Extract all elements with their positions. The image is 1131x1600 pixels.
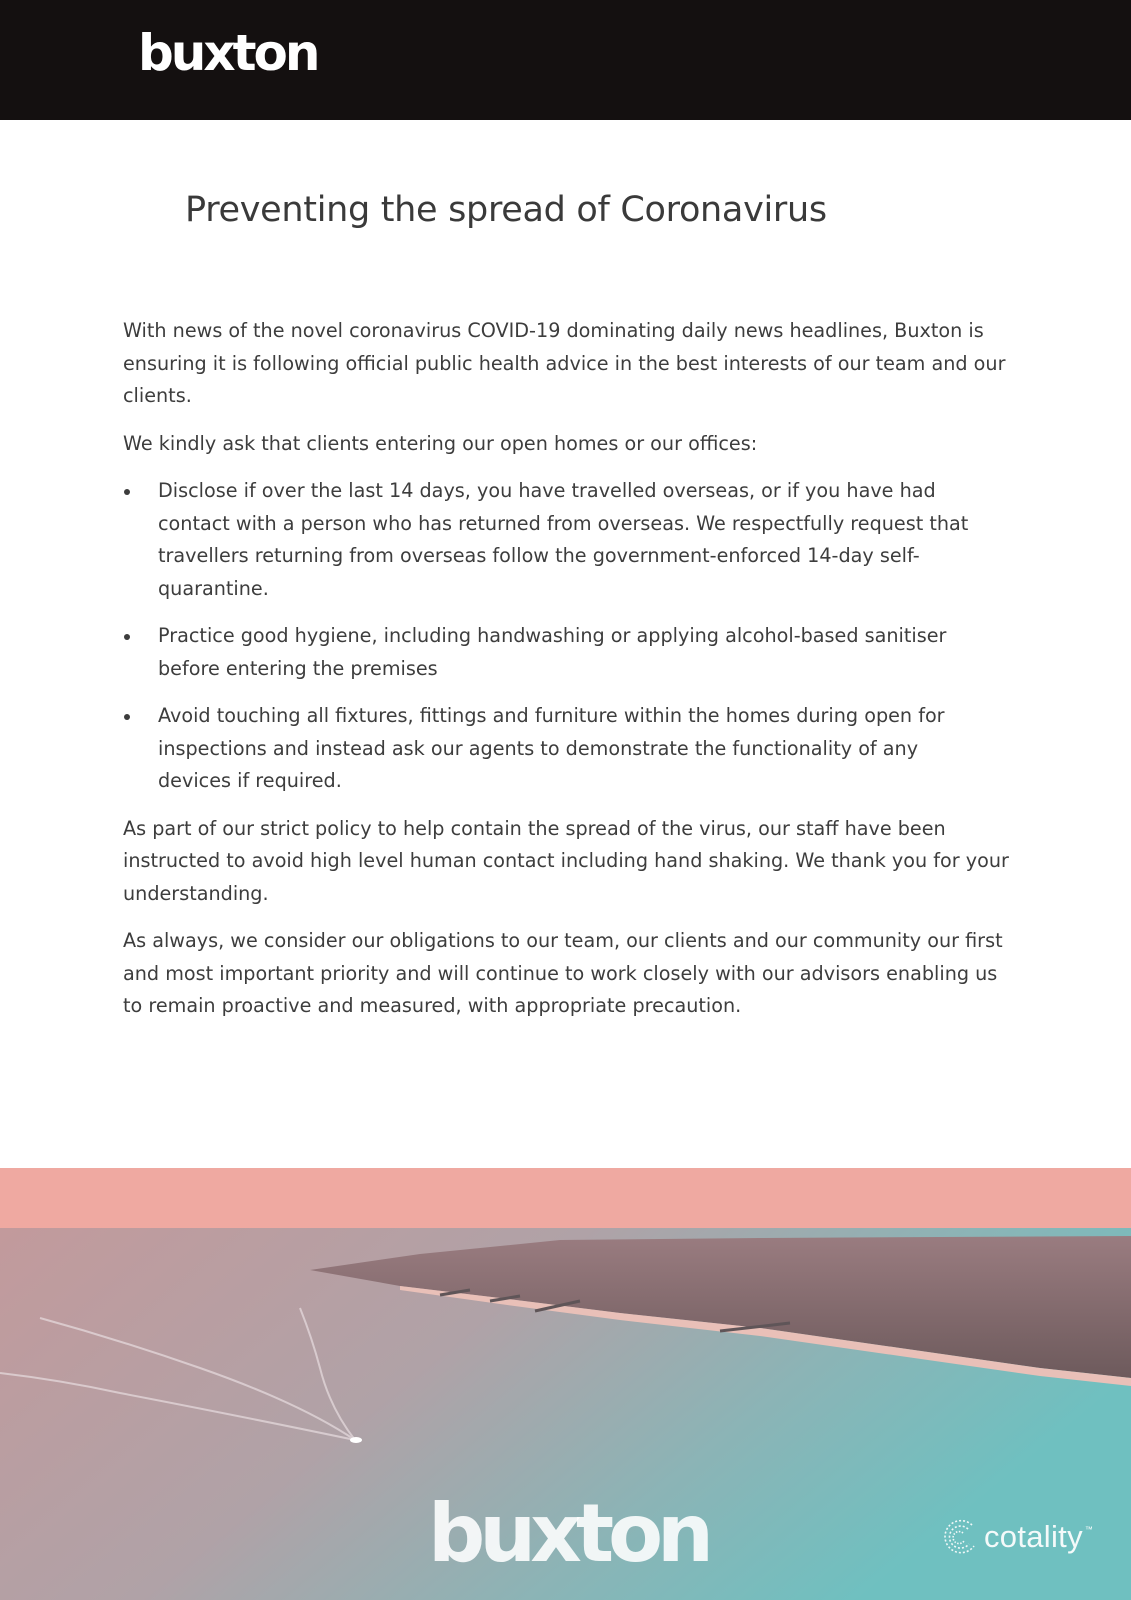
page-title: Preventing the spread of Coronavirus: [185, 190, 827, 230]
trademark-mark: ™: [1084, 1524, 1093, 1534]
list-item-text: Avoid touching all fixtures, fittings and furniture within the homes during open for inspections and instead ask our agents to demonstrate the functionality of any devices if required.: [158, 704, 945, 792]
list-item-text: Disclose if over the last 14 days, you have travelled overseas, or if you have had contact with a person who has returned from overseas. We respectfully request that travellers returning from overseas follow the government-enforced 14-day self-quarantine.: [158, 479, 969, 600]
list-item-text: Practice good hygiene, including handwashing or applying alcohol-based sanitiser before entering the premises: [158, 624, 947, 680]
bullet-icon: [124, 489, 130, 495]
bullet-icon: [124, 714, 130, 720]
list-item: [123, 700, 1013, 798]
intro-paragraph: With news of the novel coronavirus COVID-19 dominating daily news headlines, Buxton is ensuring it is following official public health advice in the best interests of our team and our clients.: [123, 319, 1006, 407]
request-paragraph: We kindly ask that clients entering our open homes or our offices:: [123, 431, 758, 455]
closing-paragraph: As always, we consider our obligations to our team, our clients and our community our first and most important priority and will continue to work closely with our advisors enabling us to remain proactive and measured, with appropriate precaution.: [123, 929, 1003, 1017]
buxton-footer-logo: buxton: [428, 1487, 708, 1580]
cotality-globe-icon: [938, 1516, 980, 1558]
buxton-logo: buxton: [138, 24, 318, 82]
list-item: [123, 475, 1013, 605]
document-body: [123, 315, 1013, 1038]
list-item: [123, 620, 1013, 685]
cotality-logo: [938, 1512, 1093, 1562]
header-bar: [0, 0, 1131, 120]
request-list: [123, 475, 1013, 798]
cotality-wordmark: cotality: [984, 1519, 1083, 1554]
boat: [350, 1437, 362, 1443]
bullet-icon: [124, 634, 130, 640]
policy-paragraph: As part of our strict policy to help contain the spread of the virus, our staff have been instructed to avoid high level human contact including hand shaking. We thank you for your understanding.: [123, 816, 1009, 905]
